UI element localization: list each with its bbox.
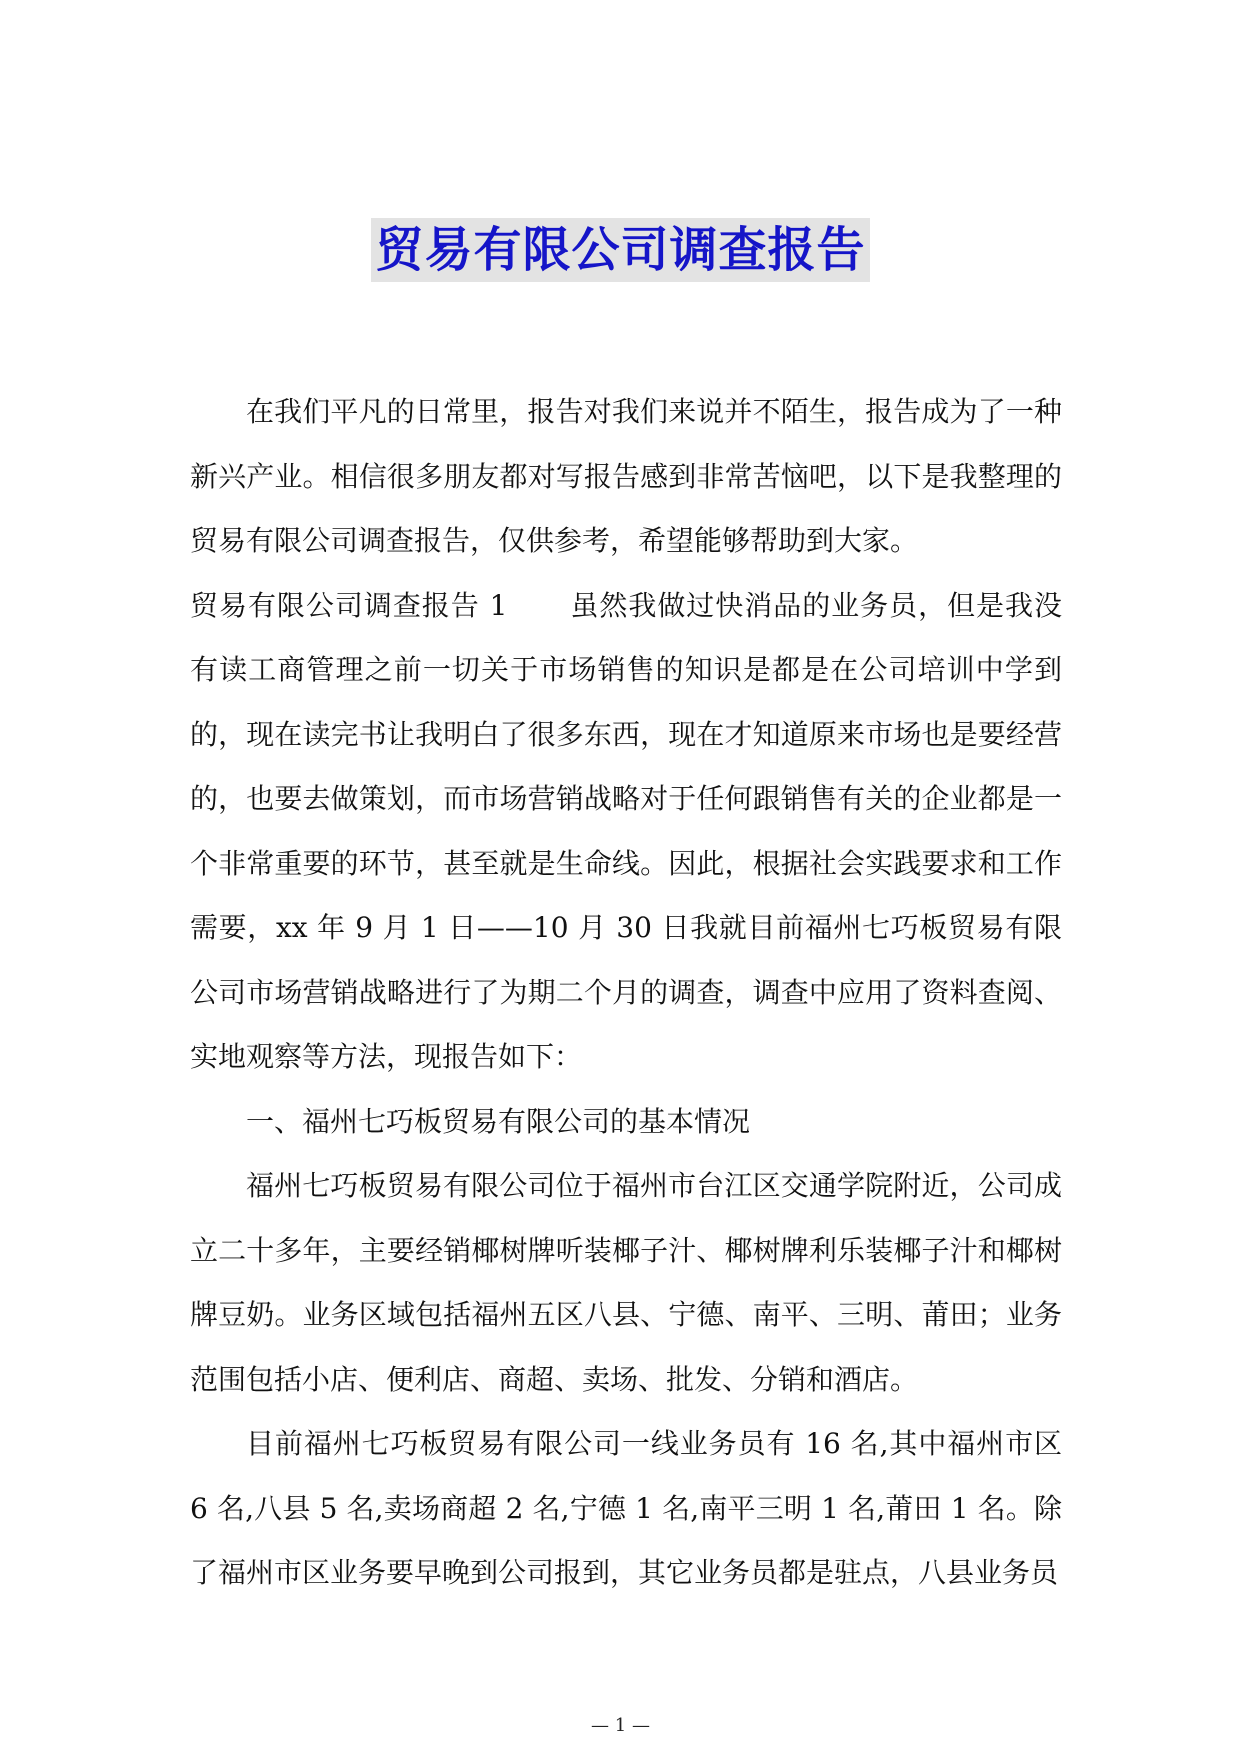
staff-paragraph: 目前福州七巧板贸易有限公司一线业务员有 16 名,其中福州市区 6 名,八县 5 名,卖场商超 2 名,宁德 1 名,南平三明 1 名,莆田 1 名。除了福州市区业务要早晚到公司报到，其它业务员都是驻点，八县业务员 — [190, 1427, 1062, 1589]
document-body — [190, 380, 1062, 1606]
page-number: — 1 — — [591, 1715, 650, 1736]
subheading-basic-info: 一、福州七巧板贸易有限公司的基本情况 — [246, 1104, 751, 1138]
section1-paragraph — [190, 574, 1062, 1090]
basic-info-paragraph: 福州七巧板贸易有限公司位于福州市台江区交通学院附近，公司成立二十多年，主要经销椰树牌听装椰子汁、椰树牌利乐装椰子汁和椰树牌豆奶。业务区域包括福州五区八县、宁德、南平、三明、莆田；业务范围包括小店、便利店、商超、卖场、批发、分销和酒店。 — [190, 1169, 1062, 1396]
section1-text: 虽然我做过快消品的业务员，但是我没有读工商管理之前一切关于市场销售的知识是都是在公司培训中学到的，现在读完书让我明白了很多东西，现在才知道原来市场也是要经营的，也要去做策划，而市场营销战略对于任何跟销售有关的企业都是一个非常重要的环节，甚至就是生命线。因此，根据社会实践要求和工作需要，xx 年 9 月 1 日——10 月 30 日我就目前福州七巧板贸易有限公司市场营销战略进行了为期二个月的调查，调查中应用了资料查阅、实地观察等方法，现报告如下： — [190, 588, 1062, 1073]
document-title: 贸易有限公司调查报告 — [371, 218, 869, 282]
section1-heading: 贸易有限公司调查报告 1 — [190, 588, 508, 622]
title-container — [0, 218, 1241, 282]
intro-paragraph: 在我们平凡的日常里，报告对我们来说并不陌生，报告成为了一种新兴产业。相信很多朋友都对写报告感到非常苦恼吧，以下是我整理的贸易有限公司调查报告，仅供参考，希望能够帮助到大家。 — [190, 395, 1062, 557]
